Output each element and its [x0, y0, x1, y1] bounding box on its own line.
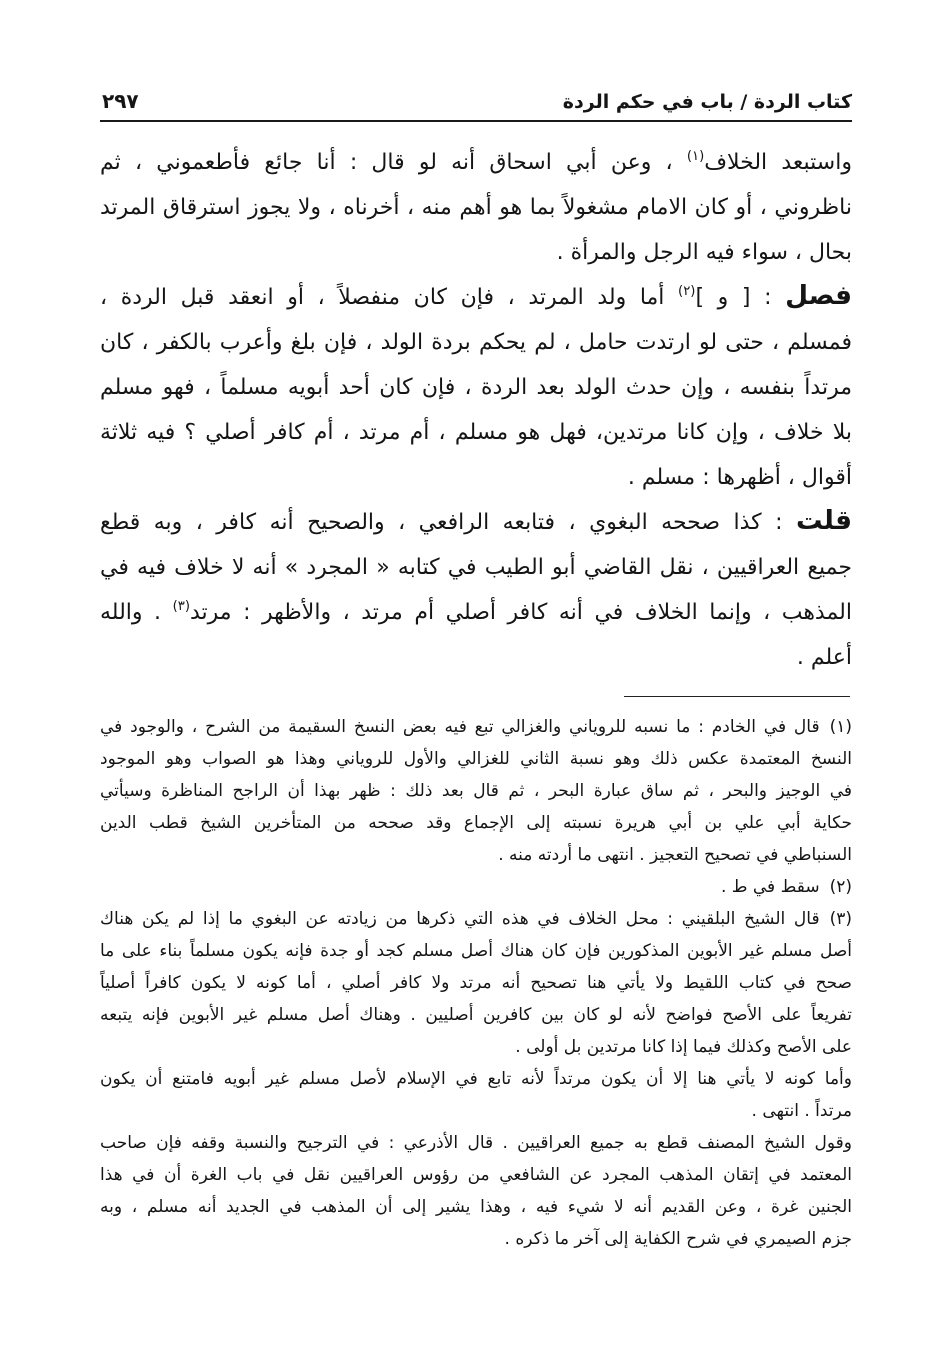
- page-number: ٢٩٧: [102, 89, 139, 113]
- paragraph: [100, 500, 852, 680]
- footnote-line: في الوجيز والبحر ، ثم ساق عبارة البحر ، ثم قال بعد ذلك : ظهر بهذا أن الراجح المناظرة وسيأتي: [100, 781, 852, 801]
- footnotes: [100, 711, 852, 1255]
- text-line: ناظروني ، أو كان الامام مشغولاً بما هو أهم منه ، أخرناه ، ولا يجوز استرقاق المرتد: [100, 195, 852, 220]
- footnote-text: قال في الخادم : ما نسبه للروياني والغزالي تبع فيه بعض النسخ السقيمة من الشرح ، والوجود في: [100, 717, 820, 737]
- footnote-line: مرتداً . انتهى .: [751, 1101, 852, 1121]
- footnote-line: حكاية أبي علي بن أبي هريرة نسبته إلى الإجماع وقد صححه من المتأخرين الشيخ قطب الدين: [100, 813, 852, 833]
- footnote-line: السنباطي في تصحيح التعجيز . انتهى ما أردته منه .: [498, 845, 852, 865]
- footnote-number: (٣): [829, 909, 852, 929]
- lead-word: فصل: [785, 280, 852, 311]
- text-line: جميع العراقيين ، نقل القاضي أبو الطيب في كتابه « المجرد » أنه لا خلاف فيه في: [100, 555, 852, 580]
- footnote-line: صحح في كتاب اللقيط ولا يأتي هنا تصحيح أنه مرتد ولا كافر أصلي ، أما كونه لا يكون كافراً أصلياً: [100, 973, 852, 993]
- text-line: فمسلم ، حتى لو ارتدت حامل ، لم يحكم بردة الولد ، فإن بلغ وأعرب بالكفر ، كان: [100, 330, 852, 355]
- lead-word: قلت: [796, 505, 852, 536]
- text-line: مرتداً بنفسه ، وإن حدث الولد بعد الردة ، فإن كان أحد أبويه مسلماً ، فهو مسلم: [100, 375, 852, 400]
- text-line: بحال ، سواء فيه الرجل والمرأة .: [556, 240, 852, 265]
- footnote: [100, 871, 852, 903]
- footnote-ref: (٣): [172, 599, 190, 615]
- footnote-line: [100, 711, 852, 743]
- main-text: [100, 140, 852, 680]
- text-segment: : [ و ]: [695, 285, 786, 310]
- paragraph: [100, 140, 852, 275]
- footnote-line: على الأصح وكذلك فيما إذا كانا مرتدين بل أولى .: [515, 1037, 852, 1057]
- footnote-number: (١): [829, 717, 852, 737]
- footnote-line: [100, 903, 852, 935]
- paragraph: [100, 275, 852, 500]
- footnote-number: (٢): [829, 877, 852, 897]
- footnote-text: قال الشيخ البلقيني : محل الخلاف في هذه التي ذكرها من زيادته عن البغوي ما إذا لم يكن هناك: [100, 909, 820, 929]
- footnote-ref: (١): [686, 149, 705, 165]
- text-line: أقوال ، أظهرها : مسلم .: [627, 465, 852, 490]
- footnote-ref: (٢): [678, 284, 696, 300]
- text-segment: : كذا صححه البغوي ، فتابعه الرافعي ، والصحيح أنه كافر ، وبه قطع: [100, 510, 796, 535]
- footnote-line: الجنين غرة ، وعن القديم أنه لا شيء فيه ، وهذا يشير إلى أن المذهب في الجديد أنه مسلم ، وبه: [100, 1197, 852, 1217]
- text-segment: واستبعد الخلاف: [704, 150, 852, 175]
- footnote-text: سقط في ط .: [720, 877, 820, 897]
- text-line: أعلم .: [796, 645, 852, 670]
- text-line: [100, 275, 852, 320]
- text-segment: أما ولد المرتد ، فإن كان منفصلاً ، أو انعقد قبل الردة ،: [100, 285, 679, 310]
- text-line: [100, 140, 852, 185]
- running-title: كتاب الردة / باب في حكم الردة: [562, 91, 852, 113]
- footnote-line: [100, 871, 852, 903]
- footnote-line: جزم الصيمري في شرح الكفاية إلى آخر ما ذكره .: [504, 1229, 852, 1249]
- text-line: [100, 590, 852, 635]
- text-line: [100, 500, 852, 545]
- text-segment: . والله: [100, 600, 173, 625]
- text-segment: المذهب ، وإنما الخلاف في أنه كافر أصلي أم مرتد ، والأظهر : مرتد: [189, 600, 852, 625]
- footnote: [100, 711, 852, 871]
- page-header: [100, 76, 852, 122]
- footnote-line: المعتمد في إتقان المذهب المجرد عن الشافعي من رؤوس العراقيين نقل في باب الغرة أن في هذا: [100, 1165, 852, 1185]
- footnote-line: أصل مسلم غير الأبوين المذكورين فإن كان هناك أصل مسلم كجد أو جدة فإنه يكون مسلماً بناء على ما: [100, 941, 852, 961]
- text-segment: ، وعن أبي اسحاق أنه لو قال : أنا جائع فأطعموني ، ثم: [100, 150, 687, 175]
- footnote-line: وأما كونه لا يأتي هنا إلا أن يكون مرتداً لأنه تابع في الإسلام لأصل مسلم غير أبويه فامتنع أن يكون: [100, 1069, 852, 1089]
- text-line: بلا خلاف ، وإن كانا مرتدين، فهل هو مسلم ، أم مرتد ، أم كافر أصلي ؟ فيه ثلاثة: [100, 420, 852, 445]
- footnote-line: النسخ المعتمدة عكس ذلك وهو نسبة الثاني للغزالي والأول للروياني وهذا هو الصواب وهو الموجود: [100, 749, 852, 769]
- footnote-line: تفريعاً على الأصح فواضح لأنه لو كان بين كافرين أصليين . وهناك أصل مسلم غير الأبوين فإنه يتبعه: [100, 1005, 852, 1025]
- footnote: [100, 903, 852, 1255]
- footnote-separator: [624, 696, 850, 697]
- footnote-line: وقول الشيخ المصنف قطع به جميع العراقيين . قال الأذرعي : في الترجيح والنسبة وقفه فإن صاحب: [100, 1133, 852, 1153]
